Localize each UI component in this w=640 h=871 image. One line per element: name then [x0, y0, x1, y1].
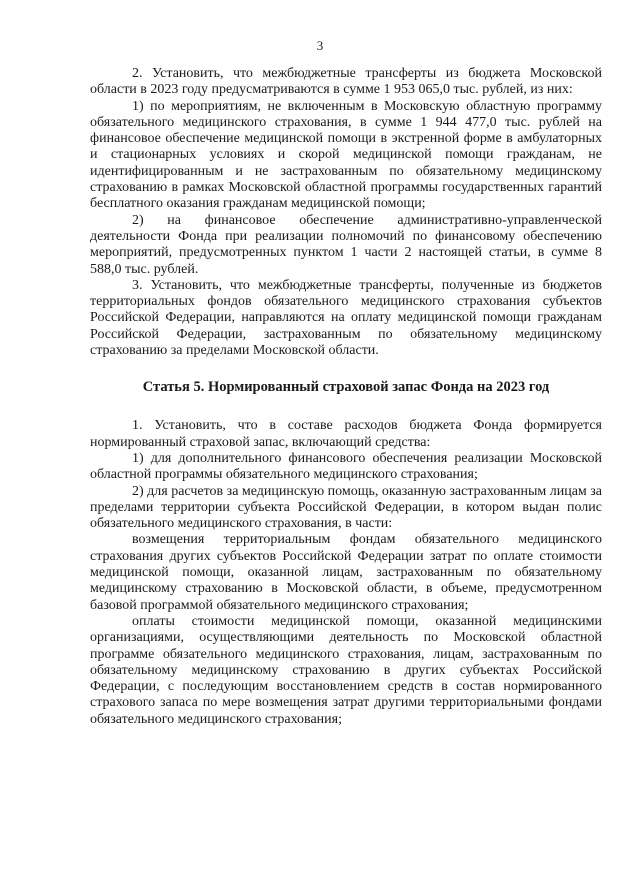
paragraph-article4-part2-item1: 1) по мероприятиям, не включенным в Московскую областную программу обязательного медицинского страхования, в сумме 1 944 477,0 тыс. рублей на финансовое обеспечение медицинской помощи в экстренной форме в амбулаторных и стационарных условиях и скорой медицинской помощи гражданам, не идентифицированным и не застрахованным по обязательному медицинскому страхованию в рамках Московской областной программы государственных гарантий бесплатного оказания гражданам медицинской помощи;	[90, 98, 602, 212]
document-body	[90, 66, 602, 728]
paragraph-article4-part3: 3. Установить, что межбюджетные трансферты, полученные из бюджетов территориальных фондов обязательного медицинского страхования субъектов Российской Федерации, направляются на оплату медицинской помощи гражданам Российской Федерации, застрахованным по обязательному медицинскому страхованию за пределами Московской области.	[90, 277, 602, 359]
paragraph-article5-item2: 2) для расчетов за медицинскую помощь, оказанную застрахованным лицам за пределами территории субъекта Российской Федерации, в котором выдан полис обязательного медицинского страхования, в части:	[90, 483, 603, 532]
article-heading: Статья 5. Нормированный страховой запас Фонда на 2023 год	[142, 379, 550, 396]
paragraph-article5-item2-reimbursement: возмещения территориальным фондам обязательного медицинского страхования других субъектов Российской Федерации затрат по оплате стоимости медицинской помощи, оказанной лицам, застрахованным по обязательному медицинскому страхованию в Московской области, в объеме, предусмотренном базовой программой обязательного медицинского страхования;	[90, 532, 602, 613]
paragraph-article4-part2-item2: 2) на финансовое обеспечение административно-управленческой деятельности Фонда при реализации полномочий по финансовому обеспечению мероприятий, предусмотренных пунктом 1 части 2 настоящей статьи, в сумме 8 588,0 тыс. рублей.	[90, 212, 602, 277]
paragraph-article5-item1: 1) для дополнительного финансового обеспечения реализации Московской областной программы обязательного медицинского страхования;	[90, 450, 602, 483]
page-number: 3	[316, 38, 324, 53]
paragraph-article5-part1: 1. Установить, что в составе расходов бюджета Фонда формируется нормированный страховой запас, включающий средства:	[90, 418, 602, 450]
paragraph-article4-part2: 2. Установить, что межбюджетные трансферты из бюджета Московской области в 2023 году предусматриваются в сумме 1 953 065,0 тыс. рублей, из них:	[90, 66, 602, 98]
paragraph-article5-item2-payment: оплаты стоимости медицинской помощи, оказанной медицинскими организациями, осуществляющими деятельность по Московской областной программе обязательного медицинского страхования, лицам, застрахованным по обязательному медицинскому страхованию в других субъектах Российской Федерации, с последующим восстановлением средств в состав нормированного страхового запаса по мере возмещения затрат другими территориальными фондами обязательного медицинского страхования;	[90, 613, 602, 727]
